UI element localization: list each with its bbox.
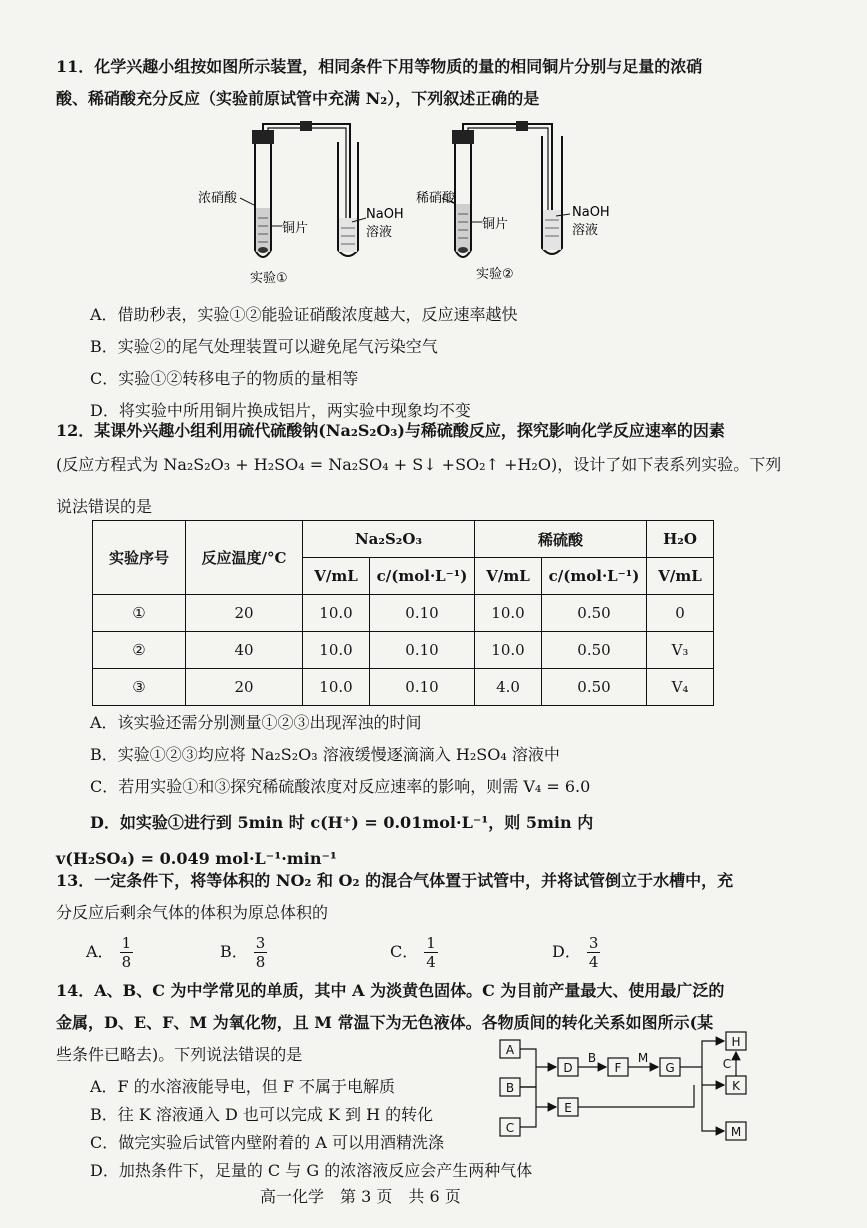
cell-acid-c: 0.50 xyxy=(542,595,647,632)
q13-option-a: A． $\frac{1}{8}$ xyxy=(86,934,132,971)
q14-stem-line2: 金属，D、E、F、M 为氧化物，且 M 常温下为无色液体。各物质间的转化关系如图所示(某 xyxy=(56,1013,714,1032)
table-row xyxy=(93,595,714,632)
q11-option-d: D．将实验中所用铜片换成铝片，两实验中现象均不变 xyxy=(90,401,471,420)
cell-na-v: 10.0 xyxy=(303,595,370,632)
q12-option-c: C．若用实验①和③探究稀硫酸浓度对反应速率的影响，则需 V₄ = 6.0 xyxy=(90,777,591,796)
q12-option-b: B．实验①②③均应将 Na₂S₂O₃ 溶液缓慢逐滴滴入 H₂SO₄ 溶液中 xyxy=(90,745,560,764)
q14-option-a: A．F 的水溶液能导电，但 F 不属于电解质 xyxy=(90,1077,396,1096)
cell-water-v: V₃ xyxy=(647,632,714,669)
col-header-temp: 反应温度/°C xyxy=(186,521,303,595)
table-row xyxy=(93,632,714,669)
q12-experiment-table xyxy=(92,520,714,706)
node-f: F xyxy=(614,1061,622,1075)
cell-temp: 20 xyxy=(186,595,303,632)
node-m: M xyxy=(730,1125,742,1139)
cell-temp: 40 xyxy=(186,632,303,669)
q13-option-b: B． $\frac{3}{8}$ xyxy=(220,934,266,971)
col-header-seq: 实验序号 xyxy=(93,521,186,595)
q14-stem-line3: 些条件已略去)。下列说法错误的是 xyxy=(56,1045,303,1064)
exp1-metal-label: 铜片 xyxy=(282,221,309,236)
q11-option-a: A．借助秒表，实验①②能验证硝酸浓度越大，反应速率越快 xyxy=(90,305,518,324)
exp1-caption: 实验① xyxy=(250,271,288,286)
q11-option-b: B．实验②的尾气处理装置可以避免尾气污染空气 xyxy=(90,337,438,356)
q13-option-d: D． $\frac{3}{4}$ xyxy=(552,934,599,971)
cell-seq: ① xyxy=(93,595,186,632)
cell-na-c: 0.10 xyxy=(370,595,475,632)
exp2-absorber-line2: 溶液 xyxy=(572,223,599,238)
cell-acid-v: 10.0 xyxy=(475,632,542,669)
group-header-water: H₂O xyxy=(647,521,714,558)
node-g: G xyxy=(665,1061,675,1075)
q12-stem-line3: 说法错误的是 xyxy=(56,497,153,516)
node-c: C xyxy=(505,1121,515,1135)
group-header-na2s2o3: Na₂S₂O₃ xyxy=(303,521,475,558)
experiment-1-setup xyxy=(198,121,404,286)
exp2-metal-label: 铜片 xyxy=(482,217,509,232)
cell-water-v: V₄ xyxy=(647,669,714,706)
q13-option-c: C． $\frac{1}{4}$ xyxy=(390,934,436,971)
q11-apparatus-figure xyxy=(180,118,650,298)
cell-acid-v: 10.0 xyxy=(475,595,542,632)
q14-conversion-diagram xyxy=(490,1030,760,1150)
cell-na-v: 10.0 xyxy=(303,669,370,706)
node-d: D xyxy=(563,1061,573,1075)
q14-option-b: B．往 K 溶液通入 D 也可以完成 K 到 H 的转化 xyxy=(90,1105,434,1124)
q11-stem-line2: 酸、稀硝酸充分反应（实验前原试管中充满 N₂），下列叙述正确的是 xyxy=(56,89,540,108)
q12-stem-line1: 12．某课外兴趣小组利用硫代硫酸钠(Na₂S₂O₃)与稀硫酸反应，探究影响化学反应速率的因素 xyxy=(56,421,725,440)
edge-label-d-to-f: B xyxy=(587,1051,597,1065)
node-k: K xyxy=(732,1079,740,1093)
q13-stem-line2: 分反应后剩余气体的体积为原总体积的 xyxy=(56,903,329,922)
sub-header-water-v: V/mL xyxy=(647,558,714,595)
cell-na-c: 0.10 xyxy=(370,632,475,669)
sub-header-na-v: V/mL xyxy=(303,558,370,595)
cell-na-c: 0.10 xyxy=(370,669,475,706)
node-b: B xyxy=(505,1081,515,1095)
q12-option-a: A．该实验还需分别测量①②③出现浑浊的时间 xyxy=(90,713,422,732)
sub-header-acid-v: V/mL xyxy=(475,558,542,595)
q14-option-c: C．做完实验后试管内壁附着的 A 可以用酒精洗涤 xyxy=(90,1133,444,1152)
exp1-absorber-line1: NaOH xyxy=(366,207,404,222)
cell-seq: ② xyxy=(93,632,186,669)
q12-stem-line2: (反应方程式为 Na₂S₂O₃ + H₂SO₄ = Na₂SO₄ + S↓ +SO₂↑ +H₂O)，设计了如下表系列实验。下列 xyxy=(56,455,782,474)
cell-temp: 20 xyxy=(186,669,303,706)
node-a: A xyxy=(505,1043,515,1057)
exp2-acid-label: 稀硝酸 xyxy=(416,191,456,206)
cell-na-v: 10.0 xyxy=(303,632,370,669)
cell-acid-v: 4.0 xyxy=(475,669,542,706)
q12-option-d-continued: v(H₂SO₄) = 0.049 mol·L⁻¹·min⁻¹ xyxy=(56,849,337,868)
table-row xyxy=(93,669,714,706)
cell-acid-c: 0.50 xyxy=(542,632,647,669)
exp2-caption: 实验② xyxy=(476,267,514,282)
q14-stem-line1: 14．A、B、C 为中学常见的单质，其中 A 为淡黄色固体。C 为目前产量最大、使用最广泛的 xyxy=(56,981,725,1000)
cell-water-v: 0 xyxy=(647,595,714,632)
sub-header-acid-c: c/(mol·L⁻¹) xyxy=(542,558,647,595)
sub-header-na-c: c/(mol·L⁻¹) xyxy=(370,558,475,595)
group-header-acid: 稀硫酸 xyxy=(475,521,647,558)
edge-label-f-to-g: M xyxy=(637,1051,649,1065)
cell-seq: ③ xyxy=(93,669,186,706)
q11-option-c: C．实验①②转移电子的物质的量相等 xyxy=(90,369,359,388)
experiment-2-setup xyxy=(416,121,610,282)
edge-label-k-to-h: C xyxy=(722,1057,732,1071)
page-footer: 高一化学 第 3 页 共 6 页 xyxy=(260,1187,461,1206)
q11-stem-line1: 11．化学兴趣小组按如图所示装置，相同条件下用等物质的量的相同铜片分别与足量的浓硝 xyxy=(56,57,703,76)
exp1-acid-label: 浓硝酸 xyxy=(198,191,238,206)
q12-option-d: D．如实验①进行到 5min 时 c(H⁺) = 0.01mol·L⁻¹，则 5min 内 xyxy=(90,813,594,832)
q14-option-d: D．加热条件下，足量的 C 与 G 的浓溶液反应会产生两种气体 xyxy=(90,1161,533,1180)
cell-acid-c: 0.50 xyxy=(542,669,647,706)
exp1-absorber-line2: 溶液 xyxy=(366,225,393,240)
node-e: E xyxy=(564,1101,572,1115)
node-h: H xyxy=(731,1035,741,1049)
q13-stem-line1: 13．一定条件下，将等体积的 NO₂ 和 O₂ 的混合气体置于试管中，并将试管倒立于水槽中，充 xyxy=(56,871,734,890)
exp2-absorber-line1: NaOH xyxy=(572,205,610,220)
